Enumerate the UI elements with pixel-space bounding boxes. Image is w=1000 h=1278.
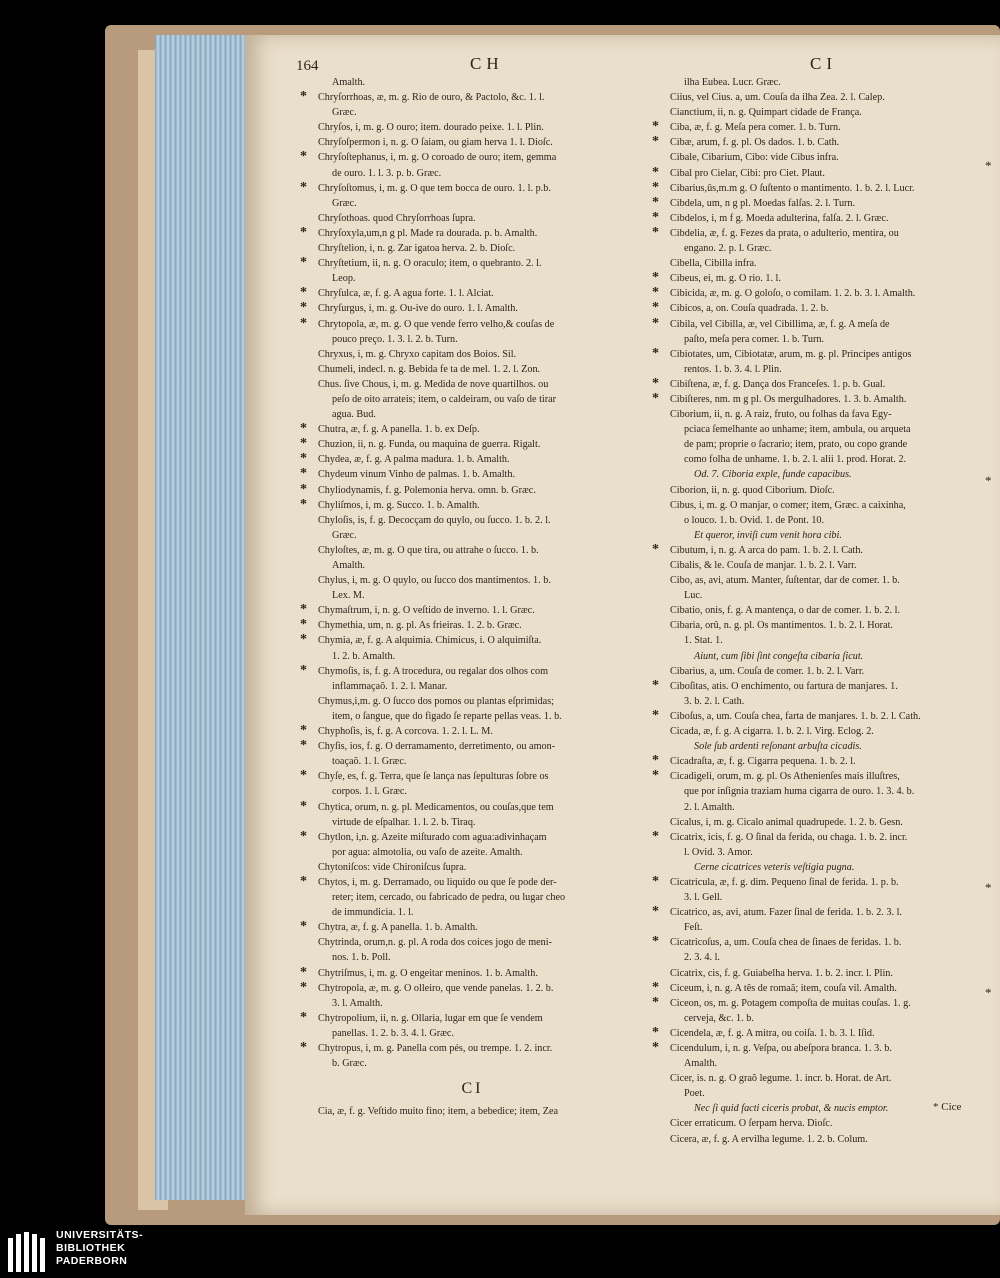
dictionary-entry: 3. l. Gell. [684,892,723,904]
dictionary-entry: de pam; proprie o ſacrario; item, prato, ou copo grande [684,439,908,451]
dictionary-entry: ilha Eubea. Lucr. Græc. [684,77,781,88]
dictionary-entry: * Cibdelia, æ, f. g. Fezes da prata, o adulterio, mentira, ou [652,226,982,241]
column-left [300,75,645,1119]
dictionary-entry: * Cibila, vel Cibilla, æ, vel Cibillima, æ, f. g. A meſa de [652,317,982,332]
dictionary-entry: inflammaçaõ. 1. 2. l. Manar. [332,680,448,692]
dictionary-entry: * Chytropola, æ, m. g. O olleiro, que vende panelas. 1. 2. b. [300,981,645,996]
dictionary-entry: * Cicatricula, æ, f. g. dim. Pequeno ſinal de ferida. 1. p. b. [652,875,982,890]
dictionary-entry: Cibale, Cibarium, Cibo: vide Cibus infra. [670,152,839,164]
library-line: PADERBORN [56,1255,128,1267]
dictionary-entry: * Cibæ, arum, f. g. pl. Os dados. 1. b. Cath. [652,135,982,150]
dictionary-entry: 2. 3. 4. l. [684,952,720,964]
dictionary-entry: Græc. [332,529,357,541]
dictionary-entry: Chus. ſive Chous, i, m. g. Medida de nove quartilhos. ou [318,378,549,390]
dictionary-entry: * Chydeum vinum Vinho de palmas. 1. b. Amalth. [300,467,645,482]
dictionary-entry: * Chyſe, es, f. g. Terra, que ſe lança nas ſepulturas ſobre os [300,769,645,784]
dictionary-entry: Nec ſi quid facti ciceris probat, & nucis emptor. [694,1103,889,1115]
dictionary-entry: * Cicadigeli, orum, m. g. pl. Os Athenienſes mais illuſtres, [652,769,982,784]
dictionary-entry: * Cibutum, i, n. g. A arca do pam. 1. b. 2. l. Cath. [652,543,982,558]
dictionary-entry: Cicer erraticum. O ſerpam herva. Dioſc. [670,1118,833,1130]
dictionary-entry: Chryſtelion, i, n. g. Zar igatoa herva. 2. b. Dioſc. [318,243,516,255]
dictionary-entry: * Chyliſmos, i, m. g. Succo. 1. b. Amalth. [300,498,645,513]
dictionary-entry: * Chytlon, i,n. g. Azeite miſturado com agua:adivinhaçam [300,830,645,845]
library-line: UNIVERSITÄTS- [56,1229,144,1241]
dictionary-entry: nos. 1. b. Poll. [332,952,391,964]
margin-mark: * [985,985,992,1000]
running-header-right: CI [810,54,837,73]
dictionary-entry: Poet. [684,1088,705,1100]
dictionary-entry: Chyloſtes, æ, m. g. O que tira, ou attrahe o ſucco. 1. b. [318,544,539,556]
dictionary-entry: item, o ſangue, que do figado ſe reparte pellas veas. 1. b. [332,710,562,722]
dictionary-entry: Cicatrix, cis, f. g. Guiabelha herva. 1. b. 2. incr. l. Plin. [670,967,893,979]
dictionary-entry: Cibella, Cibilla infra. [670,258,757,270]
dictionary-entry: * Cicadraſta, æ, f. g. Cigarra pequena. 1. b. 2. l. [652,754,982,769]
dictionary-entry: Od. 7. Ciboria exple, funde capacibus. [694,469,852,481]
margin-mark: * [985,158,992,173]
dictionary-entry: reter; item, cercado, ou fabricado de pedra, ou lugar cheo [332,892,566,904]
dictionary-entry: que por inſignia traziam huma cigarra de ouro. 1. 3. 4. b. [684,786,915,798]
dictionary-entry: Cibo, as, avi, atum. Manter, ſuſtentar, dar de comer. 1. b. [670,575,900,587]
dictionary-entry: * Cibiſtena, æ, f. g. Dança dos Franceſes. 1. p. b. Gual. [652,377,982,392]
dictionary-entry: como folha de unhame. 1. b. 2. l. alii 1. prod. Horat. 2. [684,454,907,466]
dictionary-entry: Cicalus, i, m. g. Cicalo animal quadrupede. 1. 2. b. Gesn. [670,816,903,828]
dictionary-entry: Cibus, i, m. g. O manjar, o comer; item, Græc. a caixinha, [670,499,906,511]
dictionary-entry: * Cicatricoſus, a, um. Couſa chea de ſinaes de feridas. 1. b. [652,935,982,950]
dictionary-entry: pouco preço. 1. 3. l. 2. b. Turn. [332,333,458,345]
dictionary-entry: * Chyliodynamis, f. g. Polemonia herva. omn. b. Græc. [300,483,645,498]
dictionary-entry: * Ciceon, os, m. g. Potagem compoſta de muitas couſas. 1. g. [652,996,982,1011]
dictionary-entry: Cibarius, a, um. Couſa de comer. 1. b. 2. l. Varr. [670,665,865,677]
dictionary-entry: Lex. M. [332,590,365,602]
dictionary-entry: pciaca ſemelhante ao unhame; item, ambula, ou arqueta [684,424,911,436]
column-right [652,75,982,1147]
dictionary-entry: * Cicendulum, i, n. g. Veſpa, ou abeſpora branca. 1. 3. b. [652,1041,982,1056]
dictionary-entry: Sole ſub ardenti reſonant arbuſta cicadis. [694,741,862,753]
dictionary-entry: Ciborium, ii, n. g. A raiz, fruto, ou folhas da fava Egy- [670,409,892,421]
dictionary-entry: * Chymia, æ, f. g. A alquimia. Chimicus, i. O alquimiſta. [300,633,645,648]
dictionary-entry: * Chryſorrhoas, æ, m. g. Rio de ouro, & Pactolo, &c. 1. l. [300,90,645,105]
dictionary-entry: Amalth. [332,77,366,88]
dictionary-entry: 1. 2. b. Amalth. [332,650,396,662]
dictionary-entry: Feſt. [684,922,703,934]
dictionary-entry: * Chytropus, i, m. g. Panella com pés, ou trempe. 1. 2. incr. [300,1041,645,1056]
dictionary-entry: * Ciba, æ, f. g. Meſa pera comer. 1. b. Turn. [652,120,982,135]
dictionary-entry: * Chymethia, um, n. g. pl. As frieiras. 1. 2. b. Græc. [300,618,645,633]
running-header-left: CH [470,54,504,73]
dictionary-entry: Chytoniſcos: vide Chironiſcus ſupra. [318,861,467,873]
dictionary-entry: Et queror, inviſi cum venit hora cibi. [694,529,842,541]
dictionary-entry: * Chymoſis, is, f. g. A trocedura, ou regalar dos olhos com [300,664,645,679]
dictionary-entry: paſto, meſa pera comer. 1. b. Turn. [684,333,825,345]
dictionary-entry: Ciius, vel Cius. a, um. Couſa da ilha Zea. 2. l. Calep. [670,92,885,104]
dictionary-entry: Chryſothoas. quod Chryſorrhoas ſupra. [318,212,476,224]
dictionary-entry: * Chytos, i, m. g. Derramado, ou liquido ou que ſe pode der- [300,875,645,890]
dictionary-entry: * Chyphoſis, is, f. g. A corcova. 1. 2. l. L. M. [300,724,645,739]
dictionary-entry: 3. b. 2. l. Cath. [684,695,745,707]
dictionary-entry: Chymus,i,m. g. O ſucco dos pomos ou plantas eſprimidas; [318,695,554,707]
dictionary-entry: * Ciboſus, a, um. Couſa chea, farta de manjares. 1. b. 2. l. Cath. [652,709,982,724]
dictionary-entry: * Cibdelos, i, m f g. Moeda adulterina, falſa. 2. l. Græc. [652,211,982,226]
dictionary-entry: * Cibiotates, um, Cibiotatæ, arum, m. g. pl. Principes antigos [652,347,982,362]
dictionary-entry: * Chrytopola, æ, m. g. O que vende ferro velho,& couſas de [300,317,645,332]
dictionary-entry: Chumeli, indecl. n. g. Bebida fe ta de mel. 1. 2. l. Zon. [318,363,541,375]
dictionary-entry: panellas. 1. 2. b. 3. 4. l. Græc. [332,1027,454,1039]
dictionary-entry: de ouro. 1. l. 3. p. b. Græc. [332,167,442,179]
dictionary-entry: Chyloſis, is, f. g. Decocçam do quylo, ou ſucco. 1. b. 2. l. [318,514,551,526]
dictionary-entry: virtude de eſpalhar. 1. l. 2. b. Tiraq. [332,816,476,828]
dictionary-entry: Cerne cicatrices veteris veſtigia pugna. [694,861,855,873]
dictionary-entry: Chylus, i, m. g. O quylo, ou ſucco dos mantimentos. 1. b. [318,575,551,587]
dictionary-entry: * Chutra, æ, f. g. A panella. 1. b. ex Deſp. [300,422,645,437]
dictionary-entry: * Ciboſitas, atis. O enchimento, ou fartura de manjares. 1. [652,679,982,694]
dictionary-entry: peſo de oito arrateis; item, o caldeiram, ou vaſo de tirar [332,393,557,405]
dictionary-entry: Græc. [332,197,357,209]
dictionary-entry: Chytrinda, orum,n. g. pl. A roda dos coices jogo de meni- [318,937,552,949]
dictionary-entry: * Chydea, æ, f. g. A palma madura. 1. b. Amalth. [300,452,645,467]
dictionary-entry: Amalth. [684,1058,718,1070]
dictionary-entry: Chryſos, i, m. g. O ouro; item. dourado peixe. 1. l. Plin. [318,122,544,134]
dictionary-entry: * Cibarius,ûs,m.m g. O ſuſtento o mantimento. 1. b. 2. l. Lucr. [652,181,982,196]
dictionary-entry: Cibatio, onis, f. g. A mantença, o dar de comer. 1. b. 2. l. [670,605,901,617]
dictionary-entry: rentos. 1. b. 3. 4. l. Plin. [684,363,782,375]
dictionary-entry: Chryſoſpermon i, n. g. O ſaiam, ou giam herva 1. l. Dioſc. [318,137,553,149]
dictionary-entry: * Chytropolium, ii, n. g. Ollaria, lugar em que ſe vendem [300,1011,645,1026]
dictionary-entry: * Chytriſmus, i, m. g. O engeitar meninos. 1. b. Amalth. [300,966,645,981]
dictionary-entry: * Chymaſtrum, i, n. g. O veſtido de inverno. 1. l. Græc. [300,603,645,618]
dictionary-entry: b. Græc. [332,1058,367,1070]
dictionary-entry: * Cibdela, um, n g pl. Moedas falſas. 2. l. Turn. [652,196,982,211]
dictionary-entry: 3. l. Amalth. [332,997,383,1009]
dictionary-entry: de immundicia. 1. l. [332,907,414,919]
scan-footer [0,1228,1000,1278]
library-logo-icon [8,1232,48,1272]
dictionary-entry: toaçaõ. 1. l. Græc. [332,756,407,768]
dictionary-entry: * Chryſulca, æ, f. g. A agua forte. 1. l. Alciat. [300,286,645,301]
dictionary-entry: l. Ovid. 3. Amor. [684,846,753,858]
dictionary-entry: * Chyſis, ios, f. g. O derramamento, derretimento, ou amon- [300,739,645,754]
margin-mark: * [985,880,992,895]
dictionary-entry: Cibaria, orû, n. g. pl. Os mantimentos. 1. b. 2. l. Horat. [670,620,893,632]
dictionary-entry: 2. l. Amalth. [684,801,735,813]
dictionary-entry: * Cibicida, æ, m. g. O goloſo, o comilam. 1. 2. b. 3. l. Amalth. [652,286,982,301]
dictionary-entry: * Chryſoſtephanus, i, m. g. O coroado de ouro; item, gemma [300,150,645,165]
library-name [56,1229,143,1268]
dictionary-entry: Cia, æ, f. g. Veſtido muito fino; item, a bebedice; item, Zea [318,1106,559,1118]
dictionary-entry: * Chytica, orum, n. g. pl. Medicamentos, ou couſas,que tem [300,800,645,815]
dictionary-entry: * Chryſoxyla,um,n g pl. Made ra dourada. p. b. Amalth. [300,226,645,241]
dictionary-entry: * Cibicos, a, on. Couſa quadrada. 1. 2. b. [652,301,982,316]
dictionary-entry: * Cibal pro Cielar, Cibi: pro Ciet. Plaut. [652,166,982,181]
section-heading: CI [461,1080,484,1098]
catchword: * Cice [933,1101,962,1113]
dictionary-entry: * Cicatrix, icis, f. g. O ſinal da ferida, ou chaga. 1. b. 2. incr. [652,830,982,845]
dictionary-entry: * Cibiſteres, nm. m g pl. Os mergulhadores. 1. 3. b. Amalth. [652,392,982,407]
dictionary-entry: * Chytra, æ, f. g. A panella. 1. b. Amalth. [300,920,645,935]
margin-mark: * [985,473,992,488]
dictionary-entry: por agua: almotolia, ou vaſo de azeite. Amalth. [332,846,523,858]
dictionary-entry: Græc. [332,107,357,119]
dictionary-entry: 1. Stat. 1. [684,635,723,647]
dictionary-entry: Cicada, æ, f. g. A cigarra. 1. b. 2. l. Virg. Eclog. 2. [670,726,874,738]
dictionary-entry: cerveja, &c. 1. b. [684,1012,754,1024]
dictionary-entry: Leop. [332,273,356,285]
dictionary-entry: Cianctium, ii, n. g. Quimpart cidade de França. [670,107,862,119]
dictionary-entry: Cicer, is. n. g. O graõ legume. 1. incr. b. Horat. de Art. [670,1073,892,1085]
dictionary-entry: * Cicendela, æ, f. g. A mitra, ou coiſa. 1. b. 3. l. Iſid. [652,1026,982,1041]
dictionary-entry: Luc. [684,590,703,602]
dictionary-entry: * Chryſurgus, i, m. g. Ou-ive do ouro. 1. l. Amalth. [300,301,645,316]
dictionary-entry: Ciborion, ii, n. g. quod Ciborium. Dioſc. [670,484,835,496]
dictionary-entry: Cibalis, & le. Couſa de manjar. 1. b. 2. l. Varr. [670,560,857,571]
dictionary-entry: Cicera, æ, f. g. A ervilha legume. 1. 2. b. Colum. [670,1133,868,1145]
dictionary-entry: * Chryſoſtomus, i, m. g. O que tem bocca de ouro. 1. l. p.b. [300,181,645,196]
dictionary-entry: * Cicatrico, as, avi, atum. Fazer ſinal de ferida. 1. b. 2. 3. l. [652,905,982,920]
dictionary-entry: * Chryſtetium, ii, n. g. O oraculo; item, o quebranto. 2. l. [300,256,645,271]
page-edges [155,35,257,1200]
dictionary-entry: o louco. 1. b. Ovid. 1. de Pont. 10. [684,514,825,526]
page-number: 164 [296,58,319,74]
dictionary-entry: Aiunt, cum ſibi ſint congeſta cibaria ſicut. [694,650,864,662]
dictionary-entry: * Ciceum, i, n. g. A tês de romaã; item, couſa vil. Amalth. [652,981,982,996]
library-line: BIBLIOTHEK [56,1242,126,1254]
dictionary-entry: Amalth. [332,560,366,571]
dictionary-entry: * Cibeus, ei, m. g. O rio. 1. l. [652,271,982,286]
dictionary-entry: * Chuzion, ii, n. g. Funda, ou maquina de guerra. Rigalt. [300,437,645,452]
dictionary-entry: corpos. 1. l. Græc. [332,786,407,798]
dictionary-entry: engano. 2. p. l. Græc. [684,243,772,255]
dictionary-entry: Chryxus, i, m. g. Chryxo capitam dos Boios. Sil. [318,348,517,360]
dictionary-entry: agua. Bud. [332,409,376,421]
